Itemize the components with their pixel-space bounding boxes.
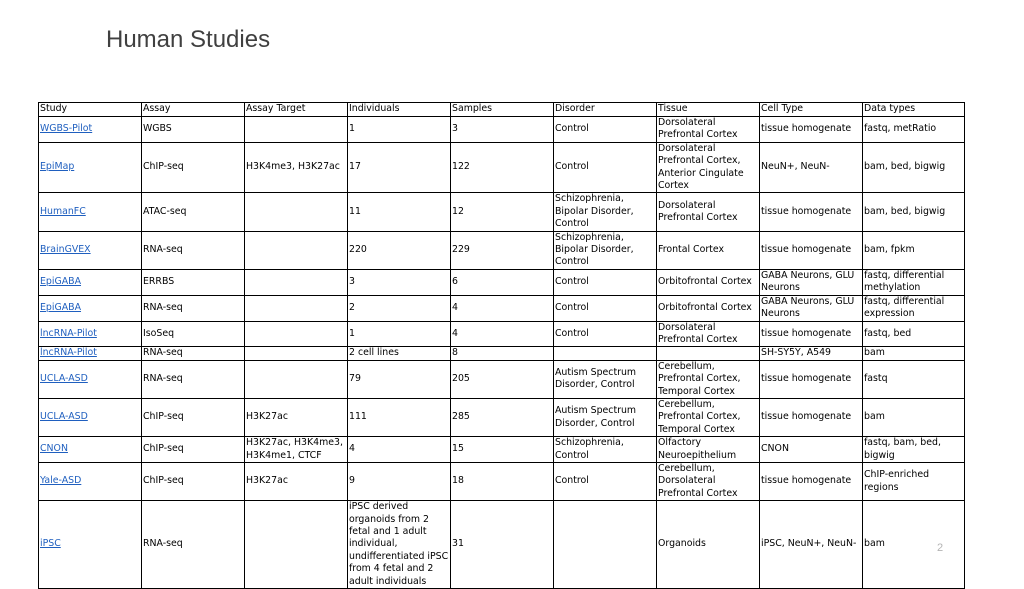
cell-cell-type: NeuN+, NeuN-	[760, 142, 863, 193]
cell-samples: 3	[451, 117, 554, 143]
cell-disorder: Control	[554, 321, 657, 347]
cell-individuals: 2 cell lines	[348, 347, 451, 360]
cell-data-types: bam	[863, 398, 965, 436]
cell-cell-type: GABA Neurons, GLU Neurons	[760, 269, 863, 295]
cell-tissue: Orbitofrontal Cortex	[657, 295, 760, 321]
cell-samples: 4	[451, 321, 554, 347]
header-assay-target: Assay Target	[245, 103, 348, 117]
cell-tissue	[657, 347, 760, 360]
cell-tissue: Cerebellum, Dorsolateral Prefrontal Cortex	[657, 462, 760, 500]
table-row	[39, 295, 965, 321]
cell-samples: 31	[451, 501, 554, 589]
cell-study	[39, 462, 142, 500]
header-study: Study	[39, 103, 142, 117]
study-link[interactable]: HumanFC	[40, 205, 86, 217]
cell-tissue: Dorsolateral Prefrontal Cortex	[657, 117, 760, 143]
cell-cell-type: tissue homogenate	[760, 231, 863, 269]
cell-tissue: Dorsolateral Prefrontal Cortex	[657, 193, 760, 231]
cell-individuals: 4	[348, 437, 451, 463]
header-row	[39, 103, 965, 117]
cell-samples: 229	[451, 231, 554, 269]
study-link[interactable]: EpiMap	[40, 161, 75, 173]
study-link[interactable]: lncRNA-Pilot	[40, 347, 97, 359]
table-row	[39, 142, 965, 193]
header-cell-type: Cell Type	[760, 103, 863, 117]
cell-assay-target	[245, 269, 348, 295]
studies-table	[38, 102, 965, 589]
study-link[interactable]: iPSC	[40, 538, 61, 550]
cell-assay: RNA-seq	[142, 347, 245, 360]
cell-assay: RNA-seq	[142, 295, 245, 321]
cell-individuals: 3	[348, 269, 451, 295]
cell-individuals: 17	[348, 142, 451, 193]
cell-data-types: fastq, metRatio	[863, 117, 965, 143]
cell-samples: 6	[451, 269, 554, 295]
cell-disorder: Control	[554, 269, 657, 295]
cell-study	[39, 142, 142, 193]
cell-assay: RNA-seq	[142, 501, 245, 589]
cell-tissue: Olfactory Neuroepithelium	[657, 437, 760, 463]
cell-data-types: fastq	[863, 360, 965, 398]
cell-data-types: fastq, bam, bed, bigwig	[863, 437, 965, 463]
table-row	[39, 398, 965, 436]
cell-samples: 4	[451, 295, 554, 321]
cell-assay-target	[245, 117, 348, 143]
cell-assay: IsoSeq	[142, 321, 245, 347]
cell-individuals: 220	[348, 231, 451, 269]
cell-disorder: Schizophrenia, Bipolar Disorder, Control	[554, 193, 657, 231]
cell-assay: ERRBS	[142, 269, 245, 295]
cell-cell-type: GABA Neurons, GLU Neurons	[760, 295, 863, 321]
table-row	[39, 321, 965, 347]
cell-assay: ChIP-seq	[142, 398, 245, 436]
cell-assay: RNA-seq	[142, 231, 245, 269]
cell-assay-target: H3K4me3, H3K27ac	[245, 142, 348, 193]
cell-assay-target: H3K27ac, H3K4me3, H3K4me1, CTCF	[245, 437, 348, 463]
study-link[interactable]: CNON	[40, 443, 68, 455]
cell-assay-target	[245, 347, 348, 360]
cell-assay: ChIP-seq	[142, 142, 245, 193]
cell-data-types: fastq, differential expression	[863, 295, 965, 321]
cell-cell-type: tissue homogenate	[760, 117, 863, 143]
cell-assay-target	[245, 501, 348, 589]
cell-tissue: Cerebellum, Prefrontal Cortex, Temporal Cortex	[657, 398, 760, 436]
cell-disorder: Autism Spectrum Disorder, Control	[554, 360, 657, 398]
cell-individuals: 79	[348, 360, 451, 398]
cell-data-types: bam	[863, 347, 965, 360]
cell-cell-type: tissue homogenate	[760, 360, 863, 398]
cell-assay: ATAC-seq	[142, 193, 245, 231]
cell-data-types: bam, bed, bigwig	[863, 193, 965, 231]
cell-disorder: Schizophrenia, Bipolar Disorder, Control	[554, 231, 657, 269]
cell-samples: 12	[451, 193, 554, 231]
cell-samples: 285	[451, 398, 554, 436]
table-row	[39, 269, 965, 295]
cell-data-types: ChIP-enriched regions	[863, 462, 965, 500]
cell-individuals: 1	[348, 117, 451, 143]
slide-title: Human Studies	[106, 26, 271, 53]
study-link[interactable]: lncRNA-Pilot	[40, 327, 97, 339]
study-link[interactable]: UCLA-ASD	[40, 373, 88, 385]
cell-individuals: 11	[348, 193, 451, 231]
cell-cell-type: SH-SY5Y, A549	[760, 347, 863, 360]
cell-assay-target	[245, 321, 348, 347]
cell-cell-type: CNON	[760, 437, 863, 463]
cell-samples: 122	[451, 142, 554, 193]
cell-assay-target: H3K27ac	[245, 398, 348, 436]
cell-study	[39, 437, 142, 463]
cell-tissue: Frontal Cortex	[657, 231, 760, 269]
cell-study	[39, 321, 142, 347]
table-row	[39, 501, 965, 589]
cell-samples: 8	[451, 347, 554, 360]
cell-study	[39, 269, 142, 295]
header-tissue: Tissue	[657, 103, 760, 117]
study-link[interactable]: UCLA-ASD	[40, 411, 88, 423]
cell-individuals: 111	[348, 398, 451, 436]
cell-disorder: Control	[554, 295, 657, 321]
cell-data-types: bam, bed, bigwig	[863, 142, 965, 193]
table-row	[39, 360, 965, 398]
table-row	[39, 117, 965, 143]
cell-assay: ChIP-seq	[142, 437, 245, 463]
cell-disorder	[554, 347, 657, 360]
cell-study	[39, 501, 142, 589]
cell-assay-target	[245, 295, 348, 321]
table-row	[39, 437, 965, 463]
cell-study	[39, 231, 142, 269]
cell-individuals: iPSC derived organoids from 2 fetal and 1 adult individual, undifferentiated iPSC from 4 fetal and 2 adult individuals	[348, 501, 451, 589]
table-row	[39, 193, 965, 231]
cell-assay: WGBS	[142, 117, 245, 143]
cell-study	[39, 398, 142, 436]
cell-data-types: bam	[863, 501, 965, 589]
header-samples: Samples	[451, 103, 554, 117]
table-row	[39, 231, 965, 269]
cell-study	[39, 117, 142, 143]
cell-samples: 15	[451, 437, 554, 463]
cell-study	[39, 347, 142, 360]
cell-assay: ChIP-seq	[142, 462, 245, 500]
cell-disorder: Autism Spectrum Disorder, Control	[554, 398, 657, 436]
cell-data-types: bam, fpkm	[863, 231, 965, 269]
cell-data-types: fastq, differential methylation	[863, 269, 965, 295]
cell-study	[39, 295, 142, 321]
cell-tissue: Organoids	[657, 501, 760, 589]
cell-cell-type: tissue homogenate	[760, 193, 863, 231]
cell-cell-type: tissue homogenate	[760, 398, 863, 436]
cell-disorder: Control	[554, 462, 657, 500]
cell-tissue: Dorsolateral Prefrontal Cortex, Anterior Cingulate Cortex	[657, 142, 760, 193]
study-link[interactable]: WGBS-Pilot	[40, 123, 93, 135]
cell-data-types: fastq, bed	[863, 321, 965, 347]
cell-samples: 18	[451, 462, 554, 500]
cell-disorder: Control	[554, 142, 657, 193]
page-number: 2	[937, 542, 944, 554]
study-link[interactable]: Yale-ASD	[40, 475, 82, 487]
cell-cell-type: iPSC, NeuN+, NeuN-	[760, 501, 863, 589]
cell-disorder	[554, 501, 657, 589]
table-row	[39, 462, 965, 500]
cell-assay-target	[245, 193, 348, 231]
cell-study	[39, 193, 142, 231]
cell-cell-type: tissue homogenate	[760, 462, 863, 500]
header-assay: Assay	[142, 103, 245, 117]
table-row	[39, 347, 965, 360]
cell-assay: RNA-seq	[142, 360, 245, 398]
cell-assay-target	[245, 360, 348, 398]
cell-cell-type: tissue homogenate	[760, 321, 863, 347]
study-link[interactable]: BrainGVEX	[40, 244, 91, 256]
cell-individuals: 1	[348, 321, 451, 347]
cell-assay-target	[245, 231, 348, 269]
study-link[interactable]: EpiGABA	[40, 301, 82, 313]
header-disorder: Disorder	[554, 103, 657, 117]
cell-tissue: Orbitofrontal Cortex	[657, 269, 760, 295]
cell-tissue: Cerebellum, Prefrontal Cortex, Temporal Cortex	[657, 360, 760, 398]
cell-tissue: Dorsolateral Prefrontal Cortex	[657, 321, 760, 347]
cell-individuals: 2	[348, 295, 451, 321]
cell-disorder: Schizophrenia, Control	[554, 437, 657, 463]
cell-individuals: 9	[348, 462, 451, 500]
cell-study	[39, 360, 142, 398]
cell-assay-target: H3K27ac	[245, 462, 348, 500]
header-data-types: Data types	[863, 103, 965, 117]
cell-samples: 205	[451, 360, 554, 398]
header-individuals: Individuals	[348, 103, 451, 117]
study-link[interactable]: EpiGABA	[40, 276, 82, 288]
cell-disorder: Control	[554, 117, 657, 143]
